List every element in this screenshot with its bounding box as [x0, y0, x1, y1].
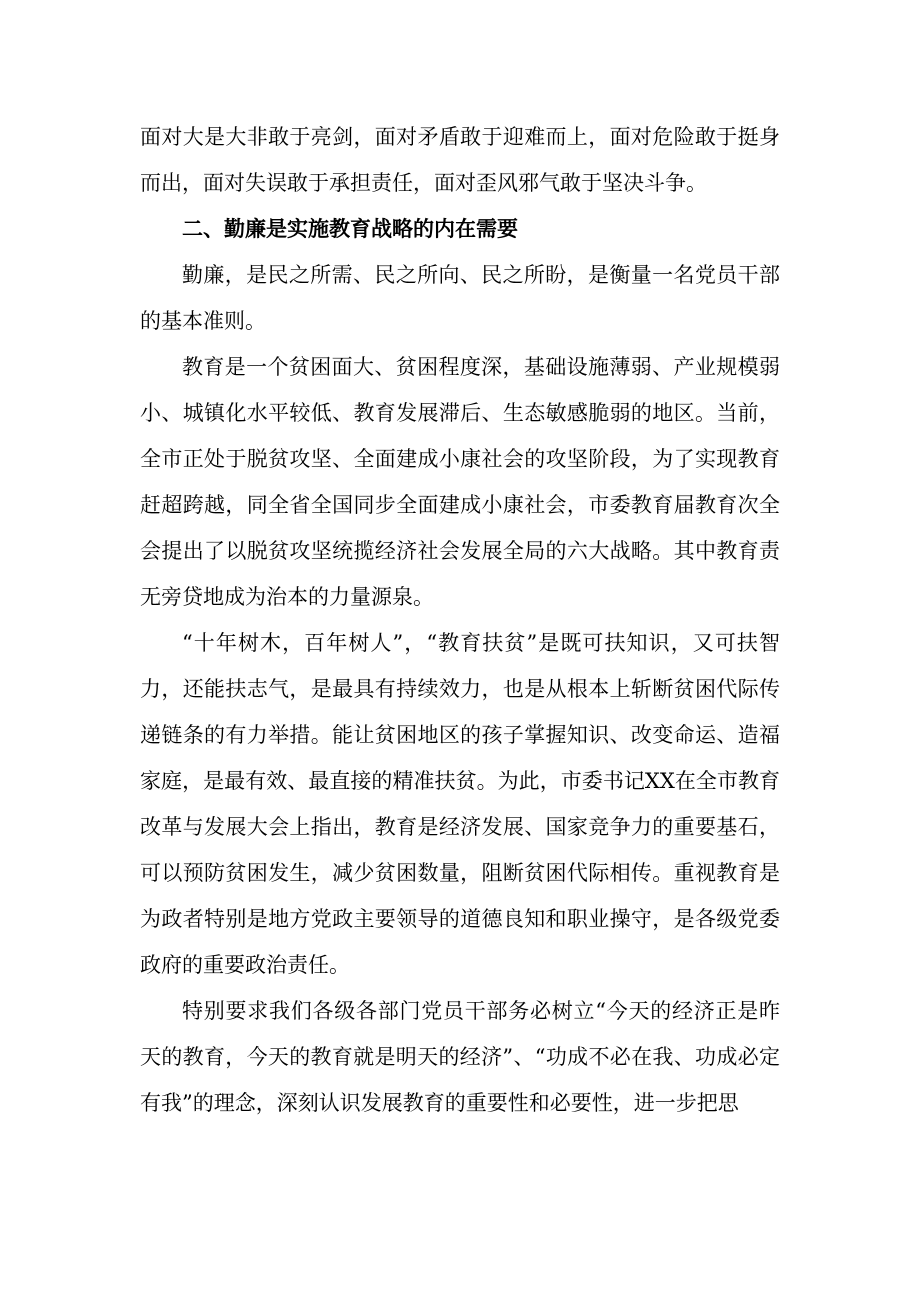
paragraph: 教育是一个贫困面大、贫困程度深，基础设施薄弱、产业规模弱小、城镇化水平较低、教育发展滞后、生态敏感脆弱的地区。当前，全市正处于脱贫攻坚、全面建成小康社会的攻坚阶段，为了实现教育赶超跨越，同全省全国同步全面建成小康社会，市委教育届教育次全会提出了以脱贫攻坚统揽经济社会发展全局的六大战略。其中教育责无旁贷地成为治本的力量源泉。: [140, 355, 780, 609]
section-heading: 二、勤廉是实施教育战略的内在需要: [182, 217, 518, 241]
document-body: [140, 114, 780, 1126]
paragraph: 勤廉，是民之所需、民之所向、民之所盼，是衡量一名党员干部的基本准则。: [140, 263, 780, 333]
paragraph-continuation: 面对大是大非敢于亮剑，面对矛盾敢于迎难而上，面对危险敢于挺身而出，面对失误敢于承担责任，面对歪风邪气敢于坚决斗争。: [140, 125, 780, 195]
paragraph: “十年树木，百年树人”，“教育扶贫”是既可扶知识，又可扶智力，还能扶志气，是最具有持续效力，也是从根本上斩断贫困代际传递链条的有力举措。能让贫困地区的孩子掌握知识、改变命运、造福家庭，是最有效、最直接的精准扶贫。为此，市委书记XX在全市教育改革与发展大会上指出，教育是经济发展、国家竞争力的重要基石，可以预防贫困发生，减少贫困数量，阻断贫困代际相传。重视教育是为政者特别是地方党政主要领导的道德良知和职业操守，是各级党委政府的重要政治责任。: [140, 631, 780, 977]
paragraph: 特别要求我们各级各部门党员干部务必树立“今天的经济正是昨天的教育，今天的教育就是明天的经济”、“功成不必在我、功成必定有我”的理念，深刻认识发展教育的重要性和必要性，进一步把思: [140, 999, 780, 1115]
